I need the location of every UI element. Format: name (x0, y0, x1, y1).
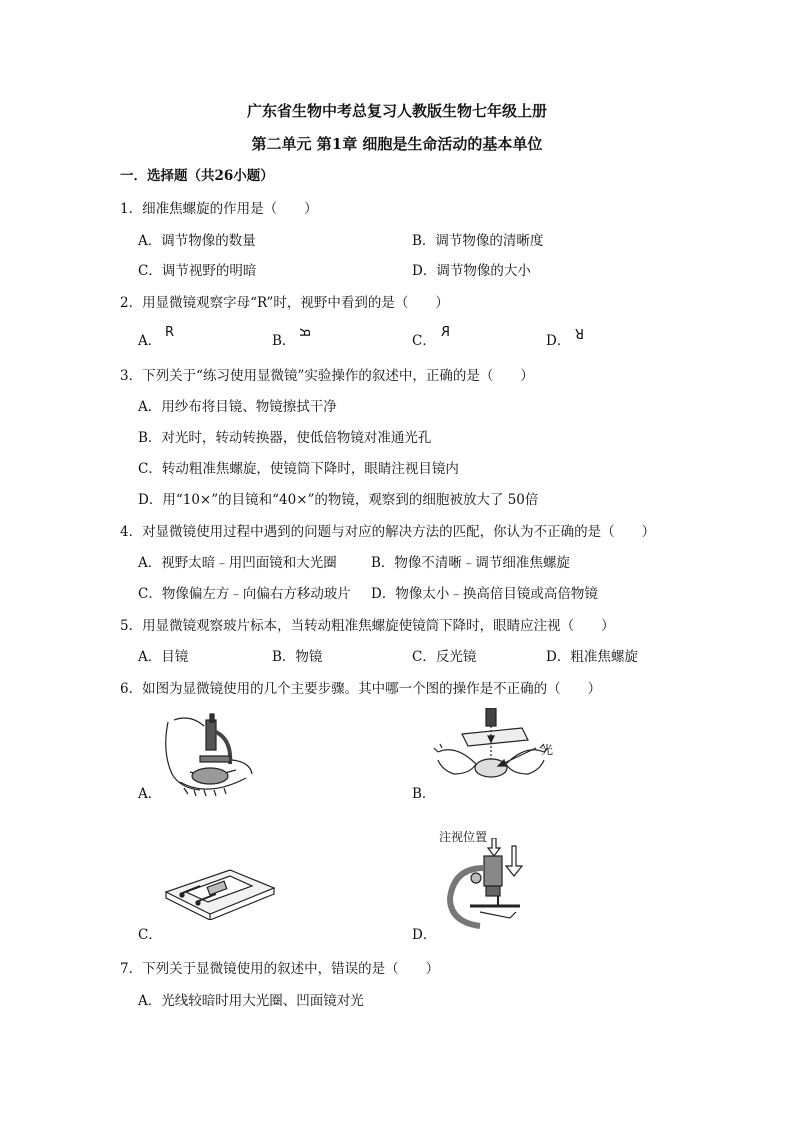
figure-c-label: C． (138, 927, 162, 943)
figure-b-adjusting-light (432, 708, 552, 788)
figure-a-carrying-microscope (160, 712, 260, 796)
question-5-option-d: D．粗准焦螺旋 (546, 649, 638, 665)
question-4-option-c: C．物像偏左方﹣向偏右方移动玻片 (138, 586, 351, 602)
document-title: 广东省生物中考总复习人教版生物七年级上册 (246, 102, 547, 120)
figure-a-label: A． (138, 786, 162, 802)
question-4-option-b: B．物像不清晰﹣调节细准焦螺旋 (371, 555, 570, 571)
question-6-stem: 6．如图为显微镜使用的几个主要步骤。其中哪一个图的操作是不正确的（ ） (120, 681, 602, 697)
question-5-option-a: A．目镜 (138, 649, 189, 665)
section-heading: 一．选择题（共26小题） (120, 168, 274, 184)
question-1-option-c: C．调节视野的明暗 (138, 263, 257, 279)
figure-d-lowering-barrel (440, 838, 540, 930)
question-7-stem: 7．下列关于显微镜使用的叙述中，错误的是（ ） (120, 961, 440, 977)
question-3-option-a: A．用纱布将目镜、物镜擦拭干净 (138, 399, 337, 415)
question-3-option-c: C．转动粗准焦螺旋，使镜筒下降时，眼睛注视目镜内 (138, 461, 459, 477)
question-2-option-b: B． (272, 333, 296, 349)
question-3-stem: 3．下列关于“练习使用显微镜”实验操作的叙述中，正确的是（ ） (120, 368, 534, 384)
question-4-stem: 4．对显微镜使用过程中遇到的问题与对应的解决方法的匹配，你认为不正确的是（ ） (120, 524, 656, 540)
question-1-option-a: A．调节物像的数量 (138, 233, 256, 249)
question-1-stem: 1．细准焦螺旋的作用是（ ） (120, 201, 318, 217)
question-5-stem: 5．用显微镜观察玻片标本，当转动粗准焦螺旋使镜筒下降时，眼睛应注视（ ） (120, 618, 615, 634)
glyph-r-rotated: R (296, 327, 312, 338)
chapter-title: 第二单元 第1章 细胞是生命活动的基本单位 (251, 135, 543, 153)
figure-d-label: D． (412, 927, 437, 943)
question-1-option-b: B．调节物像的清晰度 (412, 233, 544, 249)
question-2-stem: 2．用显微镜观察字母“R”时，视野中看到的是（ ） (120, 295, 449, 311)
question-2-option-a: A． (138, 333, 162, 349)
question-2-option-c: C． (412, 333, 436, 349)
figure-c-slide-on-stage (160, 866, 280, 920)
question-1-option-d: D．调节物像的大小 (412, 263, 531, 279)
glyph-r-normal: R (165, 325, 175, 340)
gaze-position-label: 注视位置 (439, 830, 488, 844)
question-4-option-d: D．物像太小﹣换高倍目镜或高倍物镜 (371, 586, 598, 602)
question-3-option-b: B．对光时，转动转换器，使低倍物镜对准通光孔 (138, 430, 432, 446)
question-5-option-c: C．反光镜 (412, 649, 477, 665)
light-label: 光 (541, 743, 554, 757)
question-7-option-a: A．光线较暗时用大光圈、凹面镜对光 (138, 993, 364, 1009)
question-2-option-d: D． (546, 333, 571, 349)
question-4-option-a: A．视野太暗﹣用凹面镜和大光圈 (138, 555, 337, 571)
glyph-r-inverted: R (575, 325, 585, 340)
question-5-option-b: B．物镜 (272, 649, 323, 665)
question-3-option-d: D．用“10×”的目镜和“40×”的物镜，观察到的细胞被放大了 50倍 (138, 492, 539, 508)
glyph-r-mirrored: R (441, 325, 451, 340)
figure-b-label: B． (412, 786, 436, 802)
